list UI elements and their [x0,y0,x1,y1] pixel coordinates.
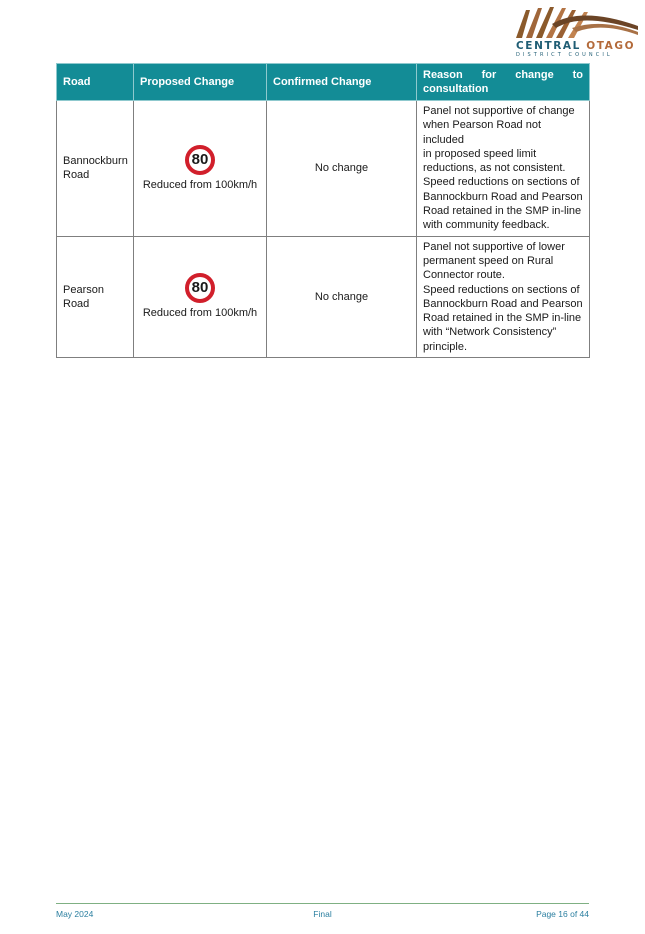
speed-limit-table [56,63,590,358]
logo-word-otago: OTAGO [586,40,636,52]
reason-cell [417,101,590,237]
proposed-change-text: Reduced from 100km/h [142,178,258,191]
reason-line: Road retained in the SMP in-line [423,205,582,218]
footer-page-number: Page 16 of 44 [536,909,589,919]
reason-cell [417,236,590,357]
header-reason-word: to [572,69,583,81]
header-confirmed-change: Confirmed Change [267,64,417,101]
table-header-row [57,64,590,101]
speed-sign-value: 80 [191,279,209,297]
footer-divider [56,903,589,904]
table-row [57,236,590,357]
mountains-logo-icon [512,4,640,40]
reason-line: Speed reductions on sections of [423,176,580,189]
reason-line: in proposed speed limit [423,147,537,160]
reason-line: with “Network Consistency” [423,326,557,339]
footer-date: May 2024 [56,909,94,919]
confirmed-change-cell: No change [267,101,417,237]
logo-word-central: CENTRAL [516,40,581,52]
proposed-change-cell [134,101,267,237]
proposed-change-text: Reduced from 100km/h [142,307,258,320]
reason-line: Bannockburn Road and Pearson [423,190,583,203]
header-reason-line2: consultation [423,83,489,95]
reason-line: Connector route. [423,269,505,282]
reason-line: when Pearson Road not included [423,119,542,146]
logo-wordmark [516,40,640,52]
road-cell [57,236,134,357]
header-road: Road [57,64,134,101]
header-reason-word: Reason [423,69,463,81]
header-reason [417,64,590,101]
header-reason-word: change [515,69,554,81]
logo-subtitle: DISTRICT COUNCIL [516,52,613,58]
road-name-line: Road [63,297,90,310]
road-name-line: Pearson [63,283,104,296]
proposed-change-cell [134,236,267,357]
speed-sign-80-icon [185,145,215,175]
council-logo [512,4,640,58]
header-proposed-change: Proposed Change [134,64,267,101]
reason-line: reductions, as not consistent. [423,162,566,175]
road-name-line: Bannockburn [63,155,128,168]
footer-status: Final [313,909,332,919]
reason-line: with community feedback. [423,219,550,232]
reason-line: Speed reductions on sections of [423,283,580,296]
road-name-line: Road [63,169,90,182]
reason-line: Road retained in the SMP in-line [423,312,582,325]
reason-line: Bannockburn Road and Pearson [423,297,583,310]
header-reason-word: for [481,69,497,81]
reason-line: principle. [423,340,468,353]
confirmed-change-cell: No change [267,236,417,357]
reason-line: Panel not supportive of lower [423,240,565,253]
road-cell [57,101,134,237]
reason-line: permanent speed on Rural [423,254,554,267]
reason-line: Panel not supportive of change [423,105,575,117]
speed-sign-80-icon [185,273,215,303]
table-row [57,101,590,237]
speed-sign-value: 80 [191,150,209,168]
